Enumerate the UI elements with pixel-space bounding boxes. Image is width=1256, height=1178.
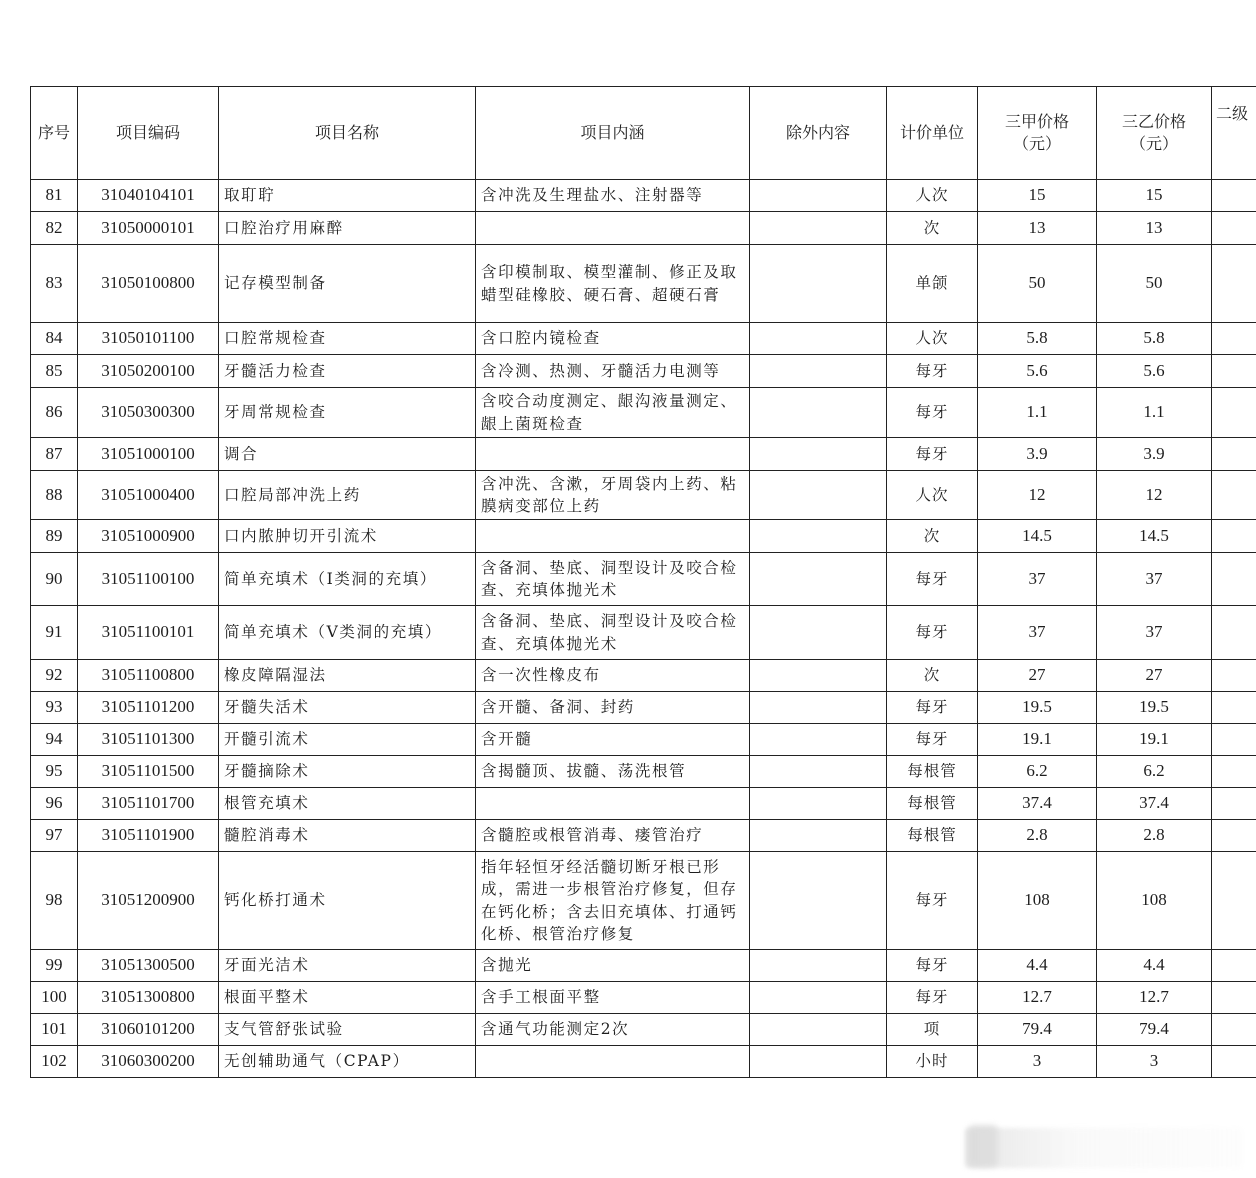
table-row <box>31 553 1256 606</box>
cell-price-3a: 19.5 <box>978 692 1097 724</box>
table-row <box>31 1014 1256 1046</box>
cell-unit: 每根管 <box>887 788 978 820</box>
cell-code: 31051100100 <box>78 553 219 606</box>
cell-price-3b: 13 <box>1097 212 1212 245</box>
cell-code: 31051101500 <box>78 756 219 788</box>
cell-price-2 <box>1212 820 1256 852</box>
cell-code: 31051000900 <box>78 520 219 553</box>
header-price-3b-label: 三乙价格 <box>1121 112 1186 131</box>
cell-content: 含开髓、备洞、封药 <box>476 692 750 724</box>
cell-name: 开髓引流术 <box>219 724 476 756</box>
cell-unit: 每牙 <box>887 724 978 756</box>
cell-unit: 每根管 <box>887 756 978 788</box>
cell-exclusions <box>750 724 887 756</box>
cell-seq: 91 <box>31 606 78 660</box>
cell-seq: 82 <box>31 212 78 245</box>
header-price-3a <box>978 87 1097 180</box>
cell-unit: 次 <box>887 660 978 692</box>
cell-price-2 <box>1212 692 1256 724</box>
header-price-3b <box>1097 87 1212 180</box>
cell-name: 调合 <box>219 438 476 471</box>
cell-unit: 每牙 <box>887 982 978 1014</box>
watermark <box>965 1128 1243 1168</box>
cell-unit: 每牙 <box>887 692 978 724</box>
cell-exclusions <box>750 355 887 388</box>
cell-name: 牙髓活力检查 <box>219 355 476 388</box>
cell-price-3b: 12 <box>1097 471 1212 520</box>
cell-price-3a: 2.8 <box>978 820 1097 852</box>
cell-exclusions <box>750 606 887 660</box>
cell-seq: 81 <box>31 180 78 212</box>
cell-code: 31050000101 <box>78 212 219 245</box>
cell-seq: 94 <box>31 724 78 756</box>
cell-content: 含抛光 <box>476 950 750 982</box>
cell-name: 简单充填术（V类洞的充填） <box>219 606 476 660</box>
cell-price-3a: 14.5 <box>978 520 1097 553</box>
cell-price-3b: 5.8 <box>1097 323 1212 355</box>
cell-content: 含冲洗、含漱，牙周袋内上药、粘膜病变部位上药 <box>476 471 750 520</box>
cell-price-3a: 5.8 <box>978 323 1097 355</box>
cell-price-2 <box>1212 1014 1256 1046</box>
cell-name: 根面平整术 <box>219 982 476 1014</box>
cell-price-3b: 15 <box>1097 180 1212 212</box>
cell-price-2 <box>1212 355 1256 388</box>
cell-unit: 人次 <box>887 323 978 355</box>
cell-name: 牙髓摘除术 <box>219 756 476 788</box>
cell-price-3b: 6.2 <box>1097 756 1212 788</box>
cell-price-3b: 37 <box>1097 606 1212 660</box>
cell-price-3a: 1.1 <box>978 388 1097 438</box>
cell-code: 31051300800 <box>78 982 219 1014</box>
cell-content: 指年轻恒牙经活髓切断牙根已形成，需进一步根管治疗修复，但存在钙化桥；含去旧充填体、打通钙化桥、根管治疗修复 <box>476 852 750 950</box>
cell-exclusions <box>750 820 887 852</box>
cell-name: 无创辅助通气（CPAP） <box>219 1046 476 1078</box>
cell-content: 含一次性橡皮布 <box>476 660 750 692</box>
cell-seq: 98 <box>31 852 78 950</box>
cell-price-2 <box>1212 950 1256 982</box>
cell-price-3a: 3.9 <box>978 438 1097 471</box>
cell-name: 口内脓肿切开引流术 <box>219 520 476 553</box>
cell-content: 含手工根面平整 <box>476 982 750 1014</box>
cell-seq: 93 <box>31 692 78 724</box>
cell-price-3b: 37.4 <box>1097 788 1212 820</box>
cell-price-2 <box>1212 553 1256 606</box>
header-seq: 序号 <box>31 87 78 180</box>
table-row <box>31 1046 1256 1078</box>
cell-price-2 <box>1212 660 1256 692</box>
cell-code: 31050300300 <box>78 388 219 438</box>
cell-unit: 次 <box>887 520 978 553</box>
cell-price-2 <box>1212 606 1256 660</box>
table-row <box>31 950 1256 982</box>
cell-price-3b: 1.1 <box>1097 388 1212 438</box>
cell-content <box>476 1046 750 1078</box>
cell-price-3a: 13 <box>978 212 1097 245</box>
cell-price-3b: 19.1 <box>1097 724 1212 756</box>
cell-price-2 <box>1212 756 1256 788</box>
cell-seq: 96 <box>31 788 78 820</box>
cell-code: 31050200100 <box>78 355 219 388</box>
cell-exclusions <box>750 553 887 606</box>
cell-seq: 83 <box>31 245 78 323</box>
header-price-3b-unit: （元） <box>1129 134 1178 153</box>
table-row <box>31 355 1256 388</box>
table-row <box>31 852 1256 950</box>
cell-name: 牙髓失活术 <box>219 692 476 724</box>
cell-price-3b: 19.5 <box>1097 692 1212 724</box>
cell-name: 钙化桥打通术 <box>219 852 476 950</box>
cell-code: 31051300500 <box>78 950 219 982</box>
cell-name: 口腔治疗用麻醉 <box>219 212 476 245</box>
cell-seq: 92 <box>31 660 78 692</box>
cell-exclusions <box>750 950 887 982</box>
cell-price-3a: 37 <box>978 606 1097 660</box>
header-content: 项目内涵 <box>476 87 750 180</box>
header-name: 项目名称 <box>219 87 476 180</box>
cell-code: 31051000400 <box>78 471 219 520</box>
cell-content: 含口腔内镜检查 <box>476 323 750 355</box>
cell-price-3b: 4.4 <box>1097 950 1212 982</box>
cell-price-3a: 37.4 <box>978 788 1097 820</box>
cell-code: 31051000100 <box>78 438 219 471</box>
cell-price-2 <box>1212 852 1256 950</box>
table-row <box>31 788 1256 820</box>
cell-price-2 <box>1212 788 1256 820</box>
cell-content: 含开髓 <box>476 724 750 756</box>
cell-exclusions <box>750 245 887 323</box>
cell-exclusions <box>750 471 887 520</box>
cell-code: 31051100101 <box>78 606 219 660</box>
cell-unit: 单颌 <box>887 245 978 323</box>
header-exclusions: 除外内容 <box>750 87 887 180</box>
cell-content: 含通气功能测定2次 <box>476 1014 750 1046</box>
cell-seq: 85 <box>31 355 78 388</box>
cell-content: 含备洞、垫底、洞型设计及咬合检查、充填体抛光术 <box>476 553 750 606</box>
cell-price-2 <box>1212 724 1256 756</box>
cell-seq: 100 <box>31 982 78 1014</box>
cell-price-3a: 5.6 <box>978 355 1097 388</box>
cell-content: 含咬合动度测定、龈沟液量测定、龈上菌斑检查 <box>476 388 750 438</box>
cell-unit: 项 <box>887 1014 978 1046</box>
cell-name: 牙周常规检查 <box>219 388 476 438</box>
cell-exclusions <box>750 788 887 820</box>
cell-code: 31051100800 <box>78 660 219 692</box>
cell-name: 口腔局部冲洗上药 <box>219 471 476 520</box>
cell-exclusions <box>750 756 887 788</box>
cell-seq: 88 <box>31 471 78 520</box>
cell-code: 31051101900 <box>78 820 219 852</box>
cell-seq: 84 <box>31 323 78 355</box>
cell-seq: 102 <box>31 1046 78 1078</box>
cell-exclusions <box>750 982 887 1014</box>
cell-name: 记存模型制备 <box>219 245 476 323</box>
cell-price-2 <box>1212 520 1256 553</box>
cell-seq: 99 <box>31 950 78 982</box>
cell-exclusions <box>750 212 887 245</box>
cell-name: 简单充填术（Ⅰ类洞的充填） <box>219 553 476 606</box>
table-row <box>31 388 1256 438</box>
cell-exclusions <box>750 520 887 553</box>
table-row <box>31 606 1256 660</box>
cell-unit: 人次 <box>887 180 978 212</box>
cell-code: 31050101100 <box>78 323 219 355</box>
cell-unit: 每牙 <box>887 852 978 950</box>
cell-content <box>476 438 750 471</box>
cell-price-3b: 79.4 <box>1097 1014 1212 1046</box>
cell-price-3b: 3 <box>1097 1046 1212 1078</box>
cell-seq: 90 <box>31 553 78 606</box>
cell-price-2 <box>1212 388 1256 438</box>
table-row <box>31 820 1256 852</box>
cell-unit: 每根管 <box>887 820 978 852</box>
cell-unit: 每牙 <box>887 606 978 660</box>
table-body <box>31 180 1256 1078</box>
cell-price-3a: 27 <box>978 660 1097 692</box>
cell-price-3a: 19.1 <box>978 724 1097 756</box>
cell-price-3b: 27 <box>1097 660 1212 692</box>
cell-content: 含髓腔或根管消毒、瘘管治疗 <box>476 820 750 852</box>
cell-name: 支气管舒张试验 <box>219 1014 476 1046</box>
cell-price-3b: 12.7 <box>1097 982 1212 1014</box>
cell-name: 根管充填术 <box>219 788 476 820</box>
cell-name: 橡皮障隔湿法 <box>219 660 476 692</box>
cell-seq: 89 <box>31 520 78 553</box>
cell-code: 31060300200 <box>78 1046 219 1078</box>
cell-price-2 <box>1212 982 1256 1014</box>
cell-exclusions <box>750 388 887 438</box>
cell-price-3b: 14.5 <box>1097 520 1212 553</box>
price-table-sheet <box>30 86 1256 1078</box>
cell-code: 31050100800 <box>78 245 219 323</box>
table-row <box>31 212 1256 245</box>
cell-price-2 <box>1212 180 1256 212</box>
table-row <box>31 660 1256 692</box>
cell-unit: 每牙 <box>887 438 978 471</box>
cell-exclusions <box>750 1014 887 1046</box>
cell-unit: 每牙 <box>887 553 978 606</box>
cell-unit: 次 <box>887 212 978 245</box>
medical-service-price-table <box>30 86 1256 1078</box>
cell-name: 髓腔消毒术 <box>219 820 476 852</box>
cell-code: 31040104101 <box>78 180 219 212</box>
cell-price-2 <box>1212 1046 1256 1078</box>
table-row <box>31 438 1256 471</box>
cell-price-2 <box>1212 471 1256 520</box>
cell-price-3a: 4.4 <box>978 950 1097 982</box>
cell-exclusions <box>750 438 887 471</box>
cell-name: 牙面光洁术 <box>219 950 476 982</box>
cell-exclusions <box>750 852 887 950</box>
cell-content <box>476 520 750 553</box>
header-unit: 计价单位 <box>887 87 978 180</box>
header-price-3a-label: 三甲价格 <box>1004 112 1069 131</box>
table-row <box>31 982 1256 1014</box>
cell-code: 31051101200 <box>78 692 219 724</box>
table-row <box>31 724 1256 756</box>
cell-content <box>476 212 750 245</box>
cell-exclusions <box>750 323 887 355</box>
cell-exclusions <box>750 1046 887 1078</box>
cell-seq: 101 <box>31 1014 78 1046</box>
header-price-3a-unit: （元） <box>1012 134 1061 153</box>
table-row <box>31 323 1256 355</box>
cell-price-3b: 108 <box>1097 852 1212 950</box>
cell-price-3a: 12 <box>978 471 1097 520</box>
cell-name: 取耵聍 <box>219 180 476 212</box>
cell-code: 31051200900 <box>78 852 219 950</box>
cell-name: 口腔常规检查 <box>219 323 476 355</box>
cell-price-2 <box>1212 438 1256 471</box>
cell-content: 含揭髓顶、拔髓、荡洗根管 <box>476 756 750 788</box>
header-code: 项目编码 <box>78 87 219 180</box>
cell-seq: 87 <box>31 438 78 471</box>
cell-price-3a: 108 <box>978 852 1097 950</box>
cell-content: 含冷测、热测、牙髓活力电测等 <box>476 355 750 388</box>
cell-unit: 人次 <box>887 471 978 520</box>
cell-price-2 <box>1212 212 1256 245</box>
cell-seq: 95 <box>31 756 78 788</box>
cell-price-3a: 79.4 <box>978 1014 1097 1046</box>
cell-price-2 <box>1212 245 1256 323</box>
table-row <box>31 692 1256 724</box>
cell-unit: 每牙 <box>887 950 978 982</box>
cell-unit: 每牙 <box>887 355 978 388</box>
cell-code: 31051101700 <box>78 788 219 820</box>
cell-price-3a: 37 <box>978 553 1097 606</box>
cell-exclusions <box>750 692 887 724</box>
cell-price-3a: 6.2 <box>978 756 1097 788</box>
cell-content: 含印模制取、模型灌制、修正及取蜡型硅橡胶、硬石膏、超硬石膏 <box>476 245 750 323</box>
cell-price-3a: 50 <box>978 245 1097 323</box>
cell-seq: 97 <box>31 820 78 852</box>
cell-price-3a: 12.7 <box>978 982 1097 1014</box>
cell-content: 含备洞、垫底、洞型设计及咬合检查、充填体抛光术 <box>476 606 750 660</box>
cell-price-3b: 5.6 <box>1097 355 1212 388</box>
table-row <box>31 520 1256 553</box>
cell-unit: 每牙 <box>887 388 978 438</box>
cell-content: 含冲洗及生理盐水、注射器等 <box>476 180 750 212</box>
cell-unit: 小时 <box>887 1046 978 1078</box>
header-row <box>31 87 1256 180</box>
cell-exclusions <box>750 660 887 692</box>
cell-code: 31051101300 <box>78 724 219 756</box>
cell-price-3a: 15 <box>978 180 1097 212</box>
header-price-2: 二级 <box>1212 87 1256 180</box>
cell-seq: 86 <box>31 388 78 438</box>
cell-price-3a: 3 <box>978 1046 1097 1078</box>
cell-exclusions <box>750 180 887 212</box>
cell-price-3b: 3.9 <box>1097 438 1212 471</box>
cell-code: 31060101200 <box>78 1014 219 1046</box>
table-row <box>31 245 1256 323</box>
cell-price-3b: 2.8 <box>1097 820 1212 852</box>
cell-price-3b: 50 <box>1097 245 1212 323</box>
table-row <box>31 180 1256 212</box>
cell-price-2 <box>1212 323 1256 355</box>
table-row <box>31 756 1256 788</box>
cell-price-3b: 37 <box>1097 553 1212 606</box>
cell-content <box>476 788 750 820</box>
table-row <box>31 471 1256 520</box>
